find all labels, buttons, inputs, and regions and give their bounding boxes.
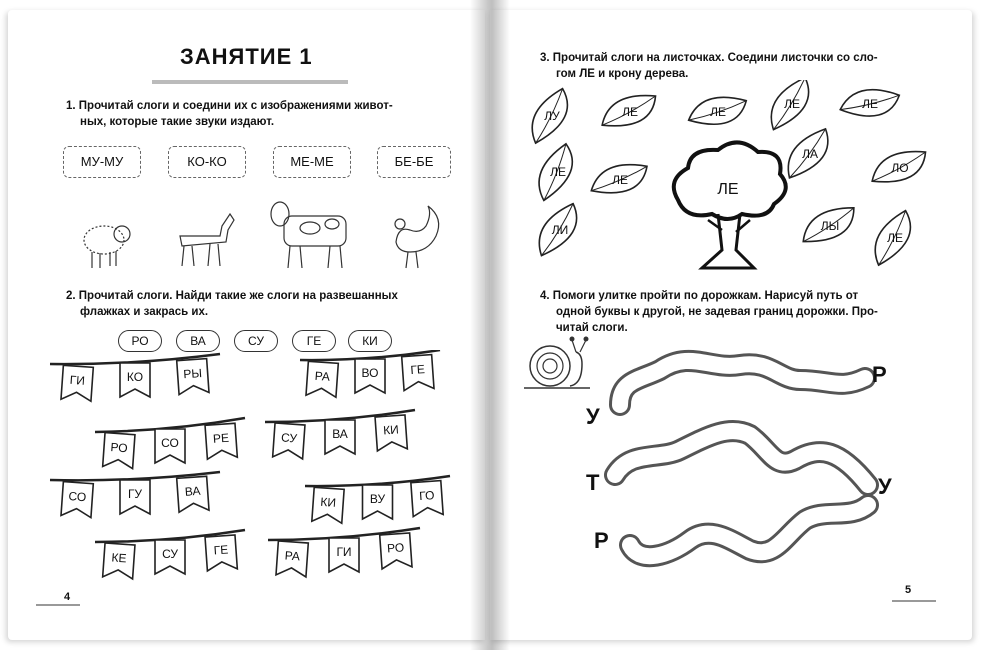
- garland-flag[interactable]: [61, 365, 93, 401]
- leaf-syllable: ЛА: [802, 147, 818, 161]
- flag-syllable: СУ: [280, 430, 298, 446]
- maze-letter-r-bottom: Р: [594, 528, 609, 553]
- snail-icon: [520, 334, 600, 394]
- garland-flag[interactable]: [155, 540, 185, 574]
- garland-flag[interactable]: [103, 543, 135, 579]
- task4-line3: читай слоги.: [556, 322, 628, 334]
- flag-syllable: ГИ: [69, 372, 86, 388]
- task3-line2: гом ЛЕ и крону дерева.: [556, 68, 689, 80]
- garland-flag[interactable]: [205, 535, 237, 571]
- flag-syllable: СУ: [162, 547, 178, 561]
- task4-line2: одной буквы к другой, не задевая границ дорожки. Про-: [556, 306, 878, 318]
- flag-syllable: КЕ: [111, 550, 127, 566]
- garland-flag[interactable]: [177, 359, 209, 395]
- leaf-syllable: ЛЕ: [887, 231, 903, 245]
- maze-letter-t: Т: [586, 470, 600, 495]
- flag-syllable: СО: [161, 436, 179, 450]
- flag-syllable: ВО: [361, 366, 379, 380]
- garland-flag[interactable]: [402, 355, 434, 391]
- task2-line1: 2. Прочитай слоги. Найди такие же слоги на развешанных: [66, 290, 398, 302]
- task4-line1: 4. Помоги улитке пройти по дорожкам. Нарисуй путь от: [540, 290, 859, 302]
- leaf-syllable: ЛЕ: [612, 173, 628, 187]
- garland-flag[interactable]: [411, 481, 443, 517]
- garlands-area: [40, 350, 480, 590]
- leaf[interactable]: [763, 80, 817, 130]
- leaf[interactable]: [602, 85, 656, 137]
- page-number-left: 4: [64, 591, 71, 603]
- maze-letter-u-left: У: [586, 404, 600, 429]
- syllable-box[interactable]: КО-КО: [168, 146, 246, 178]
- flag-syllable: РА: [284, 548, 301, 564]
- syllable-pill: СУ: [234, 330, 278, 352]
- garland-flag[interactable]: [329, 538, 359, 572]
- leaf-syllable: ЛУ: [544, 109, 560, 123]
- leaf-syllable: ЛЕ: [622, 105, 638, 119]
- task3-line1: 3. Прочитай слоги на листочках. Соедини листочки со сло-: [540, 52, 878, 64]
- garland-flag[interactable]: [155, 429, 185, 463]
- garland: [300, 350, 440, 397]
- flag-syllable: КО: [126, 370, 144, 384]
- garland-flag[interactable]: [363, 485, 393, 519]
- flag-syllable: КИ: [319, 494, 337, 510]
- leaf[interactable]: [591, 151, 647, 206]
- garland-flag[interactable]: [120, 363, 150, 397]
- flag-syllable: РО: [110, 440, 129, 456]
- garland: [50, 472, 220, 518]
- animals-illustration: [70, 196, 460, 276]
- leaf[interactable]: [689, 82, 747, 139]
- syllable-box[interactable]: МЕ-МЕ: [273, 146, 351, 178]
- garland-flag[interactable]: [103, 433, 135, 469]
- leaf[interactable]: [526, 144, 584, 201]
- garland-flag[interactable]: [355, 359, 385, 393]
- maze-letter-u-right: У: [878, 474, 892, 499]
- leaves-area: [500, 80, 940, 280]
- flag-syllable: РА: [314, 368, 331, 384]
- lesson-title: ЗАНЯТИЕ 1: [180, 44, 313, 69]
- garland: [268, 528, 420, 577]
- flag-syllable: СО: [68, 489, 87, 505]
- flag-syllable: ГЕ: [409, 362, 426, 378]
- tree-icon[interactable]: [674, 142, 786, 268]
- flag-syllable: ВА: [184, 483, 201, 499]
- leaf[interactable]: [803, 200, 854, 249]
- garland-flag[interactable]: [375, 415, 407, 451]
- leaf[interactable]: [872, 141, 926, 193]
- garland-flag[interactable]: [312, 487, 344, 523]
- garland: [50, 354, 220, 401]
- garland: [95, 418, 245, 469]
- syllable-pill: РО: [118, 330, 162, 352]
- flag-syllable: РЕ: [212, 430, 230, 446]
- maze-letter-r-top: Р: [872, 362, 887, 387]
- leaf[interactable]: [782, 129, 833, 178]
- flag-syllable: ВА: [332, 427, 348, 441]
- title-underline: [152, 80, 348, 84]
- leaf[interactable]: [521, 88, 577, 143]
- garland-flag[interactable]: [380, 533, 412, 569]
- task2-line2: флажках и закрась их.: [80, 306, 209, 318]
- leaf-syllable: ЛЕ: [710, 105, 726, 119]
- sheep-icon: [84, 226, 130, 268]
- goat-icon: [180, 214, 234, 266]
- garland-flag[interactable]: [276, 541, 308, 577]
- garland-flag[interactable]: [273, 423, 305, 459]
- leaf-syllable: ЛЫ: [820, 219, 840, 233]
- flag-syllable: ГУ: [127, 487, 143, 501]
- cow-icon: [271, 202, 346, 268]
- task1-line2: ных, которые такие звуки издают.: [80, 116, 275, 128]
- leaf-syllable: ЛЕ: [550, 165, 566, 179]
- flag-syllable: ГО: [418, 488, 435, 504]
- leaf-syllable: ЛЕ: [862, 97, 878, 111]
- syllable-pill: ГЕ: [292, 330, 336, 352]
- flag-syllable: ГИ: [336, 545, 352, 559]
- leaf[interactable]: [864, 210, 920, 265]
- flag-syllable: РО: [386, 540, 405, 556]
- flag-syllable: РЫ: [182, 365, 203, 382]
- tree-syllable: ЛЕ: [717, 181, 739, 198]
- flag-syllable: ГЕ: [213, 542, 229, 558]
- garland-flag[interactable]: [306, 361, 338, 397]
- garland-flag[interactable]: [325, 420, 355, 454]
- garland-flag[interactable]: [177, 476, 209, 512]
- maze-paths: [600, 340, 890, 580]
- garland-flag[interactable]: [205, 423, 237, 459]
- rooster-icon: [395, 206, 439, 268]
- syllable-pill: ВА: [176, 330, 220, 352]
- leaf-syllable: ЛИ: [551, 223, 569, 237]
- flag-syllable: КИ: [382, 422, 400, 438]
- page-number-rule: [36, 604, 80, 606]
- garland-flag[interactable]: [120, 480, 150, 514]
- leaf[interactable]: [840, 80, 900, 132]
- leaf-syllable: ЛО: [891, 161, 909, 175]
- garland: [95, 530, 245, 579]
- garland: [265, 410, 415, 459]
- page-number-right: 5: [905, 584, 912, 596]
- garland-flag[interactable]: [61, 482, 93, 518]
- garland: [305, 476, 450, 523]
- task1-line1: 1. Прочитай слоги и соедини их с изображениями живот-: [66, 100, 393, 112]
- leaf[interactable]: [531, 203, 585, 255]
- syllable-box[interactable]: БЕ-БЕ: [377, 146, 451, 178]
- syllable-pill: КИ: [348, 330, 392, 352]
- flag-syllable: ВУ: [369, 492, 386, 506]
- syllable-box[interactable]: МУ-МУ: [63, 146, 141, 178]
- leaf-syllable: ЛЕ: [784, 97, 800, 111]
- page-number-rule: [892, 600, 936, 602]
